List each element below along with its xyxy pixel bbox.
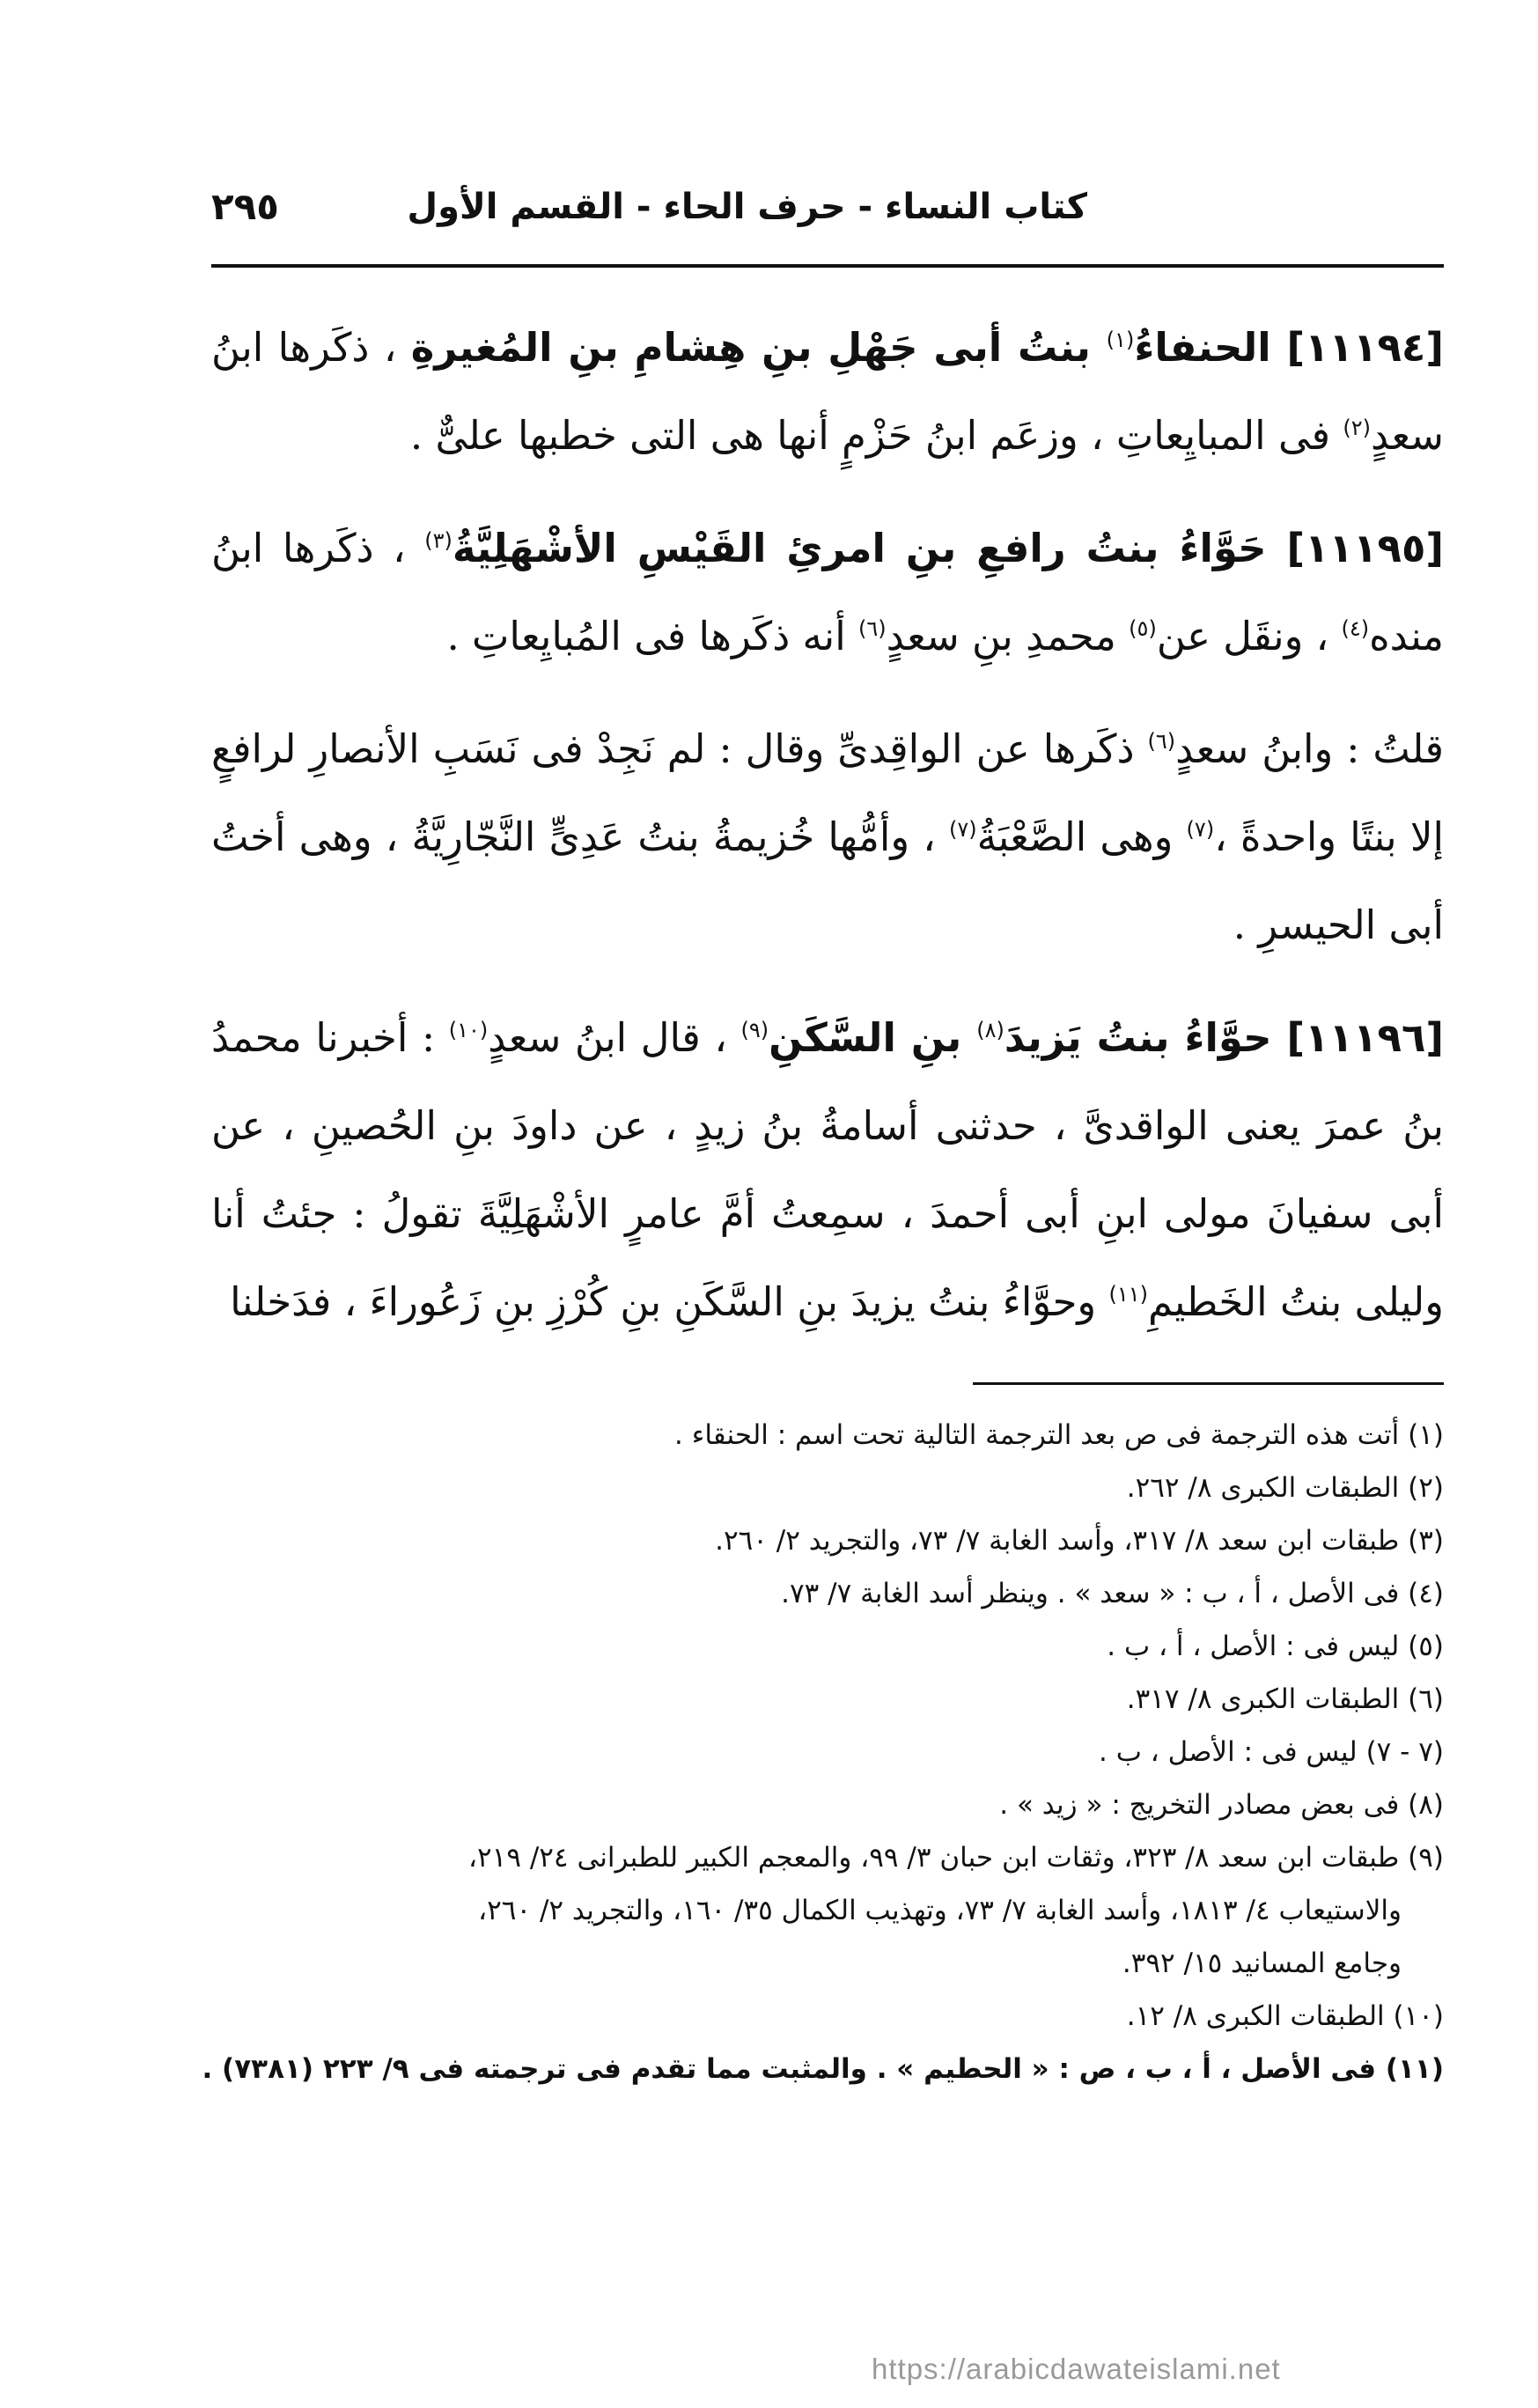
entry-text: ، ونقَل عن: [1156, 613, 1342, 659]
footnote-8: (٨) فى بعض مصادر التخريج : « زيد » .: [999, 1789, 1444, 1821]
footnote-ref: (٨): [976, 1018, 1004, 1042]
footnote-ref: (٤): [1341, 616, 1370, 641]
footnote-5: (٥) ليس فى : الأصل ، أ ، ب .: [1107, 1631, 1444, 1662]
entry-heading: [١١١٩٥] حَوَّاءُ بنتُ رافعِ بنِ امرئِ القَيْسِ الأشْهَلِيَّةُ: [452, 525, 1444, 571]
footnote-ref: (٩): [740, 1018, 769, 1042]
editor-note: [211, 705, 1444, 969]
footnote-ref: (١٠): [448, 1018, 489, 1042]
entry-11195: [211, 504, 1444, 681]
entry-text: أنه ذكَرها فى المُبايِعاتِ .: [446, 613, 859, 659]
entry-heading: [١١١٩٤] الحنفاءُ: [1134, 324, 1444, 371]
entry-text: محمدِ بنِ سعدٍ: [886, 613, 1130, 659]
entry-text: : أخبرنا محمدُ بنُ عمرَ يعنى الواقدىَّ ، حدثنى أسامةُ بنُ زيدٍ ، عن داودَ بنِ الحُصينِ ، عن أبى سفيانَ مولى ابنِ أبى أحمدَ ، سمِعتُ أمَّ عامرٍ الأشْهَلِيَّةَ تقولُ : جئتُ أنا وليلى بنتُ الخَطيمِ: [211, 1014, 1444, 1325]
entry-text: وحوَّاءُ بنتُ يزيدَ بنِ السَّكَنِ بنِ كُرْزِ بنِ زَعُوراءَ ، فدَخلنا: [230, 1278, 1109, 1325]
note-text: وهى الصَّعْبَةُ: [976, 814, 1187, 860]
footnote-7: (٧ - ٧) ليس فى : الأصل ، ب .: [1099, 1736, 1444, 1768]
footnote-ref: (١): [1106, 328, 1135, 352]
footnote-9-cont: والاستيعاب ٤/ ١٨١٣، وأسد الغابة ٧/ ٧٣، وتهذيب الكمال ٣٥/ ١٦٠، والتجريد ٢/ ٢٦٠،: [478, 1895, 1402, 1926]
entry-text: ، قال ابنُ سعدٍ: [488, 1014, 741, 1061]
footnote-separator: [973, 1382, 1444, 1385]
footnote-9-cont: وجامع المسانيد ١٥/ ٣٩٢.: [1122, 1948, 1402, 1979]
footnote-2: (٢) الطبقات الكبرى ٨/ ٢٦٢.: [1126, 1472, 1444, 1504]
entry-text: فى المبايِعاتِ ، وزعَم ابنُ حَزْمٍ أنها هى التى خطبها علىٌّ .: [409, 412, 1343, 459]
page-number: ٢٩٥: [211, 185, 279, 228]
entry-heading-cont: بنتُ أبى جَهْلِ بنِ هِشامِ بنِ المُغيرةِ: [410, 324, 1107, 371]
main-text: [211, 304, 1444, 1346]
footnote-ref: (٦): [858, 616, 887, 641]
header-rule: [211, 264, 1444, 268]
footnote-ref: (٥): [1129, 616, 1157, 641]
note-text: ، وأمُّها خُزيمةُ بنتُ عَدِىٍّ النَّجّارِيَّةُ ، وهى أختُ أبى الحيسرِ .: [211, 814, 1444, 948]
running-header: [211, 180, 1444, 260]
footnotes: [202, 1409, 1444, 2095]
note-text: قلتُ : وابنُ سعدٍ: [1175, 725, 1445, 772]
footnote-11: (١١) فى الأصل ، أ ، ب ، ص : « الحطيم » . والمثبت مما تقدم فى ترجمته فى ٩/ ٢٢٣ (٧٣٨١) .: [202, 2053, 1444, 2085]
footnote-3: (٣) طبقات ابن سعد ٨/ ٣١٧، وأسد الغابة ٧/ ٧٣، والتجريد ٢/ ٢٦٠.: [715, 1525, 1444, 1557]
footnote-4: (٤) فى الأصل ، أ ، ب : « سعد » . وينظر أسد الغابة ٧/ ٧٣.: [781, 1578, 1444, 1609]
header-title: كتاب النساء - حرف الحاء - القسم الأول: [407, 187, 1087, 227]
footnote-ref: (٧): [1186, 817, 1215, 842]
note-text: ذكَرها عن الواقِدىِّ وقال : لم نَجِدْ فى نَسَبِ الأنصارِ لرافعٍ إلا بنتًا واحدةً ،: [211, 725, 1444, 860]
footnote-9: (٩) طبقات ابن سعد ٨/ ٣٢٣، وثقات ابن حبان ٣/ ٩٩، والمعجم الكبير للطبرانى ٢٤/ ٢١٩،: [468, 1842, 1444, 1874]
footnote-ref: (٣): [424, 528, 453, 553]
entry-heading: [١١١٩٦] حوَّاءُ بنتُ يَزيدَ: [1004, 1014, 1444, 1061]
entry-11196: [211, 994, 1444, 1346]
footnote-ref: (٧): [948, 817, 977, 842]
entry-text: ، ذكَرها ابنُ منده: [211, 525, 1444, 659]
footnote-ref: (١١): [1108, 1282, 1148, 1307]
entry-heading-cont: بنِ السَّكَنِ: [769, 1014, 977, 1061]
footnote-1: (١) أتت هذه الترجمة فى ص بعد الترجمة التالية تحت اسم : الحنقاء .: [674, 1419, 1444, 1451]
footnote-ref: (٢): [1343, 416, 1371, 440]
footnote-10: (١٠) الطبقات الكبرى ٨/ ١٢.: [1126, 2000, 1444, 2032]
entry-11194: [211, 304, 1444, 480]
entry-text: ، ذكَرها ابنُ سعدٍ: [211, 324, 1444, 459]
watermark-url: https://arabicdawateislami.net: [872, 2353, 1281, 2385]
footnote-ref: (٦): [1147, 729, 1176, 754]
footnote-6: (٦) الطبقات الكبرى ٨/ ٣١٧.: [1126, 1683, 1444, 1715]
